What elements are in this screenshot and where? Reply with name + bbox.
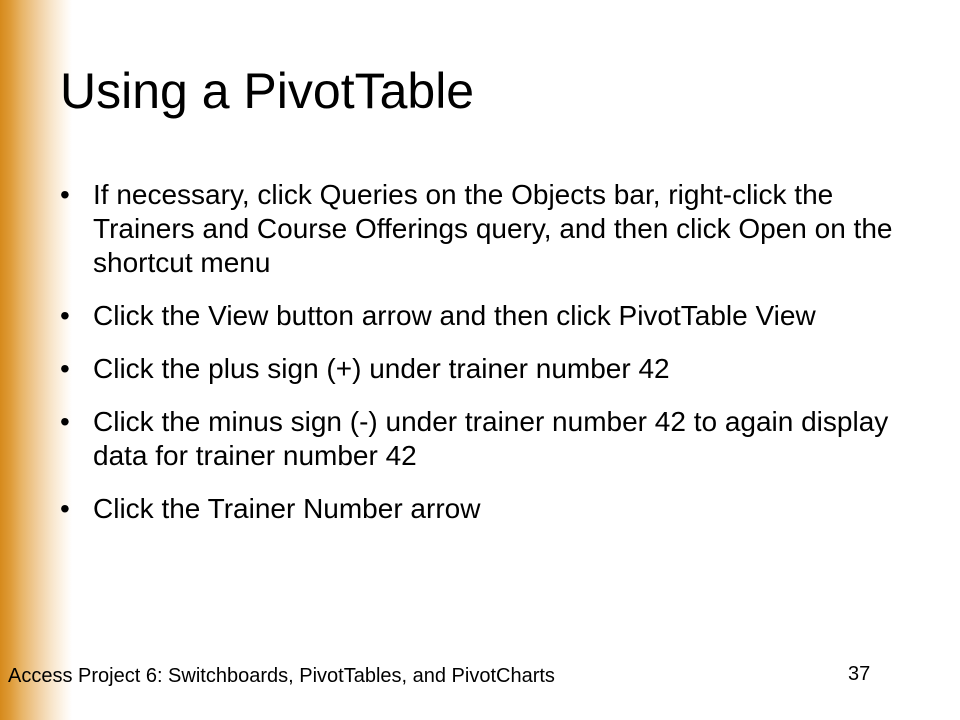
bullet-text: Click the plus sign (+) under trainer number 42 — [93, 353, 670, 384]
page-number: 37 — [848, 663, 871, 685]
bullet-text: If necessary, click Queries on the Objects bar, right-click the Trainers and Course Offerings query, and then click Open on the shortcut menu — [93, 179, 893, 278]
bullet-text: Click the Trainer Number arrow — [93, 493, 481, 524]
bullet-item — [60, 299, 920, 333]
bullet-icon: • — [60, 300, 70, 331]
bullet-item — [60, 405, 920, 473]
bullet-item — [60, 178, 920, 280]
bullet-item — [60, 492, 920, 526]
slide-title: Using a PivotTable — [60, 63, 475, 119]
footer-text: Access Project 6: Switchboards, PivotTables, and PivotCharts — [8, 665, 555, 687]
bullet-item — [60, 352, 920, 386]
bullet-text: Click the View button arrow and then click PivotTable View — [93, 300, 816, 331]
bullet-text: Click the minus sign (-) under trainer number 42 to again display data for trainer number 42 — [93, 406, 889, 471]
bullet-icon: • — [60, 179, 70, 210]
bullet-list — [60, 178, 920, 545]
bullet-icon: • — [60, 353, 70, 384]
bullet-icon: • — [60, 406, 70, 437]
bullet-icon: • — [60, 493, 70, 524]
